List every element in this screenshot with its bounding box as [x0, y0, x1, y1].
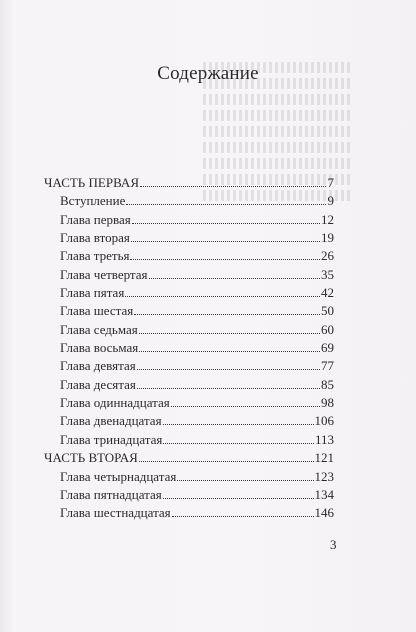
toc-entry-page: 50: [321, 303, 334, 319]
toc-chapter-entry: [44, 321, 334, 339]
toc-entry-label: Глава первая: [60, 211, 131, 227]
toc-entry-page: 134: [314, 486, 334, 502]
toc-entry-page: 85: [321, 376, 334, 392]
toc-entry-label: Глава одиннадцатая: [60, 395, 170, 411]
toc-entry-page: 26: [321, 248, 334, 264]
toc-chapter-entry: [44, 412, 334, 430]
dot-leader: [139, 461, 314, 462]
dot-leader: [137, 388, 320, 389]
dot-leader: [163, 424, 314, 425]
toc-entry-label: ЧАСТЬ ВТОРАЯ: [44, 450, 138, 466]
toc-entry-page: 12: [321, 211, 334, 227]
toc-entry-label: Глава девятая: [60, 358, 136, 374]
toc-entry-page: 35: [321, 266, 334, 282]
toc-entry-page: 123: [314, 468, 334, 484]
toc-chapter-entry: [44, 229, 334, 247]
toc-chapter-entry: [44, 339, 334, 357]
toc-entry-page: 60: [321, 321, 334, 337]
toc-entry-label: Глава четырнадцатая: [60, 468, 177, 484]
toc-chapter-entry: [44, 376, 334, 394]
toc-part-entry: [44, 449, 334, 467]
toc-entry-page: 9: [327, 193, 334, 209]
dot-leader: [126, 204, 326, 205]
toc-chapter-entry: [44, 247, 334, 265]
toc-entry-label: Глава восьмая: [60, 340, 139, 356]
dot-leader: [171, 406, 320, 407]
dot-leader: [177, 480, 313, 481]
toc-chapter-entry: [44, 504, 334, 522]
dot-leader: [172, 516, 314, 517]
toc-entry-page: 19: [321, 230, 334, 246]
toc-chapter-entry: [44, 284, 334, 302]
toc-entry-page: 7: [327, 175, 334, 190]
table-of-contents: [44, 174, 334, 523]
toc-entry-label: Глава шестая: [60, 303, 134, 319]
page-title: Содержание: [157, 63, 259, 84]
dot-leader: [137, 369, 320, 370]
dot-leader: [139, 333, 320, 334]
toc-entry-label: Глава третья: [60, 248, 130, 264]
toc-chapter-entry: [44, 431, 334, 449]
toc-entry-label: Глава пятая: [60, 285, 125, 301]
toc-entry-page: 113: [314, 431, 334, 447]
page-number: 3: [330, 537, 337, 552]
toc-entry-label: Глава десятая: [60, 376, 136, 392]
toc-entry-page: 69: [321, 340, 334, 356]
toc-entry-page: 77: [321, 358, 334, 374]
toc-entry-label: Глава седьмая: [60, 321, 138, 337]
toc-part-entry: [44, 174, 334, 192]
dot-leader: [139, 351, 320, 352]
toc-chapter-entry: [44, 394, 334, 412]
toc-entry-label: Глава четвертая: [60, 266, 148, 282]
dot-leader: [125, 296, 320, 297]
toc-chapter-entry: [44, 266, 334, 284]
toc-entry-page: 106: [314, 413, 334, 429]
toc-entry-label: Вступление: [60, 193, 126, 209]
dot-leader: [130, 259, 320, 260]
toc-entry-page: 121: [314, 450, 334, 466]
toc-entry-label: Глава двенадцатая: [60, 413, 162, 429]
toc-chapter-entry: [44, 302, 334, 320]
dot-leader: [131, 241, 320, 242]
toc-entry-label: Глава шестнадцатая: [60, 505, 171, 521]
toc-entry-page: 146: [314, 505, 334, 521]
toc-chapter-entry: [44, 192, 334, 210]
toc-entry-label: Глава пятнадцатая: [60, 486, 162, 502]
toc-chapter-entry: [44, 211, 334, 229]
toc-chapter-entry: [44, 468, 334, 486]
dot-leader: [163, 443, 314, 444]
toc-entry-page: 42: [321, 285, 334, 301]
dot-leader: [140, 186, 326, 187]
dot-leader: [163, 498, 314, 499]
toc-entry-label: Глава вторая: [60, 230, 130, 246]
toc-chapter-entry: [44, 486, 334, 504]
toc-chapter-entry: [44, 357, 334, 375]
toc-entry-page: 98: [321, 395, 334, 411]
toc-entry-label: Глава тринадцатая: [60, 431, 163, 447]
dot-leader: [149, 278, 320, 279]
toc-entry-label: ЧАСТЬ ПЕРВАЯ: [44, 175, 139, 190]
dot-leader: [132, 223, 320, 224]
dot-leader: [134, 314, 320, 315]
